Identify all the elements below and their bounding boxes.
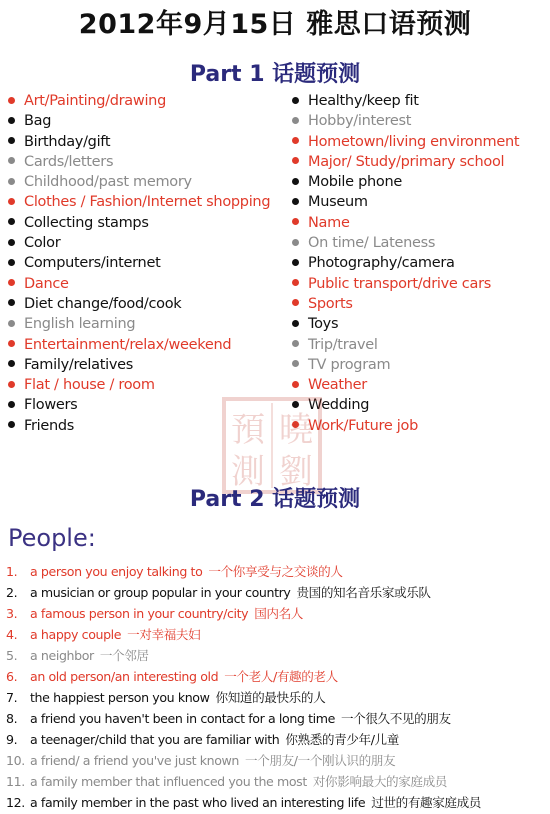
item-english: an old person/an interesting old [30, 669, 219, 684]
topic-label: Family/relatives [24, 356, 133, 373]
item-chinese: 对你影响最大的家庭成员 [312, 774, 447, 789]
bullet-icon [8, 178, 15, 185]
people-topic-item [6, 708, 481, 729]
item-english: a musician or group popular in your country [30, 585, 291, 600]
part2-people-list [6, 561, 481, 813]
topic-label: Wedding [308, 397, 370, 414]
bullet-icon [8, 421, 15, 428]
bullet-icon [292, 279, 299, 286]
topic-label: Weather [308, 377, 367, 394]
topic-item [292, 416, 519, 436]
topic-label: Friends [24, 417, 75, 434]
item-chinese: 你熟悉的青少年/儿童 [285, 732, 399, 747]
item-chinese: 过世的有趣家庭成员 [371, 795, 481, 810]
bullet-icon [292, 218, 299, 225]
item-chinese: 一个很久不见的朋友 [340, 711, 451, 726]
item-chinese: 你知道的最快乐的人 [215, 690, 326, 705]
topic-item [292, 253, 519, 273]
topic-label: Diet change/food/cook [24, 295, 182, 312]
topic-label: Clothes / Fashion/Internet shopping [24, 194, 271, 211]
item-number: 2. [6, 585, 18, 600]
topic-item [8, 91, 270, 111]
item-number: 10. [6, 753, 25, 768]
topic-label: Entertainment/relax/weekend [24, 336, 232, 353]
topic-label: TV program [308, 356, 391, 373]
bullet-icon [8, 97, 15, 104]
topic-item [292, 335, 519, 355]
bullet-icon [8, 299, 15, 306]
item-number: 11. [6, 774, 25, 789]
topic-item [8, 253, 270, 273]
bullet-icon [292, 320, 299, 327]
bullet-icon [8, 198, 15, 205]
bullet-icon [292, 198, 299, 205]
topic-item [292, 294, 519, 314]
topic-label: Hobby/interest [308, 113, 412, 130]
people-topic-item [6, 603, 481, 624]
item-number: 9. [6, 732, 18, 747]
people-topic-item [6, 666, 481, 687]
topic-item [292, 132, 519, 152]
seal-char-4: 劉 [279, 452, 313, 492]
item-number: 8. [6, 711, 18, 726]
item-chinese: 一个朋友/一个刚认识的朋友 [245, 753, 396, 768]
bullet-icon [292, 239, 299, 246]
topic-label: Color [24, 235, 61, 252]
bullet-icon [8, 401, 15, 408]
topic-label: On time/ Lateness [308, 235, 436, 252]
topic-label: Bag [24, 113, 52, 130]
topic-label: Public transport/drive cars [308, 275, 491, 292]
item-chinese: 国内名人 [254, 606, 303, 621]
people-topic-item [6, 624, 481, 645]
topic-label: Birthday/gift [24, 133, 111, 150]
item-chinese: 一个邻居 [99, 648, 149, 663]
bullet-icon [8, 239, 15, 246]
item-number: 4. [6, 627, 18, 642]
people-topic-item [6, 729, 481, 750]
item-chinese: 一个你享受与之交谈的人 [208, 564, 343, 579]
item-english: a friend you haven't been in contact for a long time [30, 711, 335, 726]
people-topic-item [6, 750, 481, 771]
topic-label: Toys [308, 316, 339, 333]
topic-item [8, 111, 270, 131]
topic-label: Photography/camera [308, 255, 455, 272]
topic-item [8, 152, 270, 172]
people-topic-item [6, 792, 481, 813]
topic-item [8, 355, 270, 375]
bullet-icon [8, 157, 15, 164]
item-number: 6. [6, 669, 18, 684]
bullet-icon [292, 157, 299, 164]
item-number: 5. [6, 648, 18, 663]
bullet-icon [292, 137, 299, 144]
seal-char-2: 曉 [279, 410, 313, 450]
bullet-icon [292, 178, 299, 185]
topic-item [292, 91, 519, 111]
item-chinese: 贵国的知名音乐家或乐队 [296, 585, 431, 600]
topic-item [8, 375, 270, 395]
bullet-icon [8, 360, 15, 367]
topic-label: Work/Future job [308, 417, 418, 434]
bullet-icon [292, 259, 299, 266]
bullet-icon [292, 97, 299, 104]
seal-char-1: 預 [231, 410, 265, 450]
bullet-icon [8, 259, 15, 266]
bullet-icon [8, 279, 15, 286]
topic-item [8, 233, 270, 253]
bullet-icon [8, 340, 15, 347]
topic-label: Major/ Study/primary school [308, 153, 505, 170]
bullet-icon [292, 360, 299, 367]
item-english: a teenager/child that you are familiar with [30, 732, 280, 747]
bullet-icon [8, 137, 15, 144]
topic-item [8, 172, 270, 192]
item-chinese: 一个老人/有趣的老人 [224, 669, 338, 684]
topic-label: Mobile phone [308, 174, 402, 191]
topic-label: Hometown/living environment [308, 133, 520, 150]
topic-label: Name [308, 214, 350, 231]
item-english: a famous person in your country/city [30, 606, 249, 621]
page-title: 2012年9月15日 雅思口语预测 [78, 9, 472, 40]
topic-item [8, 132, 270, 152]
item-english: a happy couple [30, 627, 122, 642]
item-number: 1. [6, 564, 18, 579]
topic-item [292, 314, 519, 334]
bullet-icon [8, 320, 15, 327]
topic-item [8, 274, 270, 294]
people-topic-item [6, 645, 481, 666]
topic-item [292, 375, 519, 395]
part1-title: Part 1 话题预测 [189, 62, 361, 87]
item-english: a family member that influenced you the most [30, 774, 307, 789]
item-english: the happiest person you know [30, 690, 210, 705]
topic-item [292, 172, 519, 192]
topic-label: Dance [24, 275, 69, 292]
topic-item [8, 335, 270, 355]
seal-stamp [222, 397, 322, 494]
topic-label: Sports [308, 295, 353, 312]
item-number: 3. [6, 606, 18, 621]
people-topic-item [6, 561, 481, 582]
topic-label: Museum [308, 194, 368, 211]
section-title-people: People: [8, 524, 96, 552]
bullet-icon [292, 299, 299, 306]
topic-label: Art/Painting/drawing [24, 93, 166, 109]
topic-item [292, 192, 519, 212]
topic-label: Childhood/past memory [24, 174, 192, 191]
topic-label: Trip/travel [308, 336, 378, 353]
topic-label: Flowers [24, 397, 78, 414]
item-english: a family member in the past who lived an interesting life [30, 795, 366, 810]
topic-label: Flat / house / room [24, 377, 155, 394]
topic-item [292, 274, 519, 294]
topic-item [8, 213, 270, 233]
topic-item [8, 294, 270, 314]
topic-item [292, 395, 519, 415]
topic-item [8, 314, 270, 334]
seal-char-3: 測 [231, 452, 265, 492]
bullet-icon [292, 381, 299, 388]
bullet-icon [292, 340, 299, 347]
item-english: a person you enjoy talking to [30, 564, 203, 579]
topic-item [292, 355, 519, 375]
people-topic-item [6, 771, 481, 792]
bullet-icon [292, 117, 299, 124]
topic-item [292, 111, 519, 131]
topic-label: English learning [24, 316, 136, 333]
item-number: 12. [6, 795, 25, 810]
topic-label: Healthy/keep fit [308, 93, 419, 109]
topic-label: Computers/internet [24, 255, 161, 272]
topic-item [292, 233, 519, 253]
topic-item [8, 192, 270, 212]
bullet-icon [8, 117, 15, 124]
item-english: a neighbor [30, 648, 94, 663]
part2-title: Part 2 话题预测 [189, 487, 361, 512]
topic-item [292, 213, 519, 233]
bullet-icon [8, 218, 15, 225]
topic-label: Cards/letters [24, 153, 114, 170]
item-chinese: 一对幸福夫妇 [127, 627, 201, 642]
item-english: a friend/ a friend you've just known [30, 753, 240, 768]
topic-item [292, 152, 519, 172]
item-number: 7. [6, 690, 18, 705]
people-topic-item [6, 582, 481, 603]
bullet-icon [8, 381, 15, 388]
part1-topic-list-left [8, 91, 270, 436]
people-topic-item [6, 687, 481, 708]
part1-topic-list-right [292, 91, 519, 436]
topic-label: Collecting stamps [24, 214, 149, 231]
